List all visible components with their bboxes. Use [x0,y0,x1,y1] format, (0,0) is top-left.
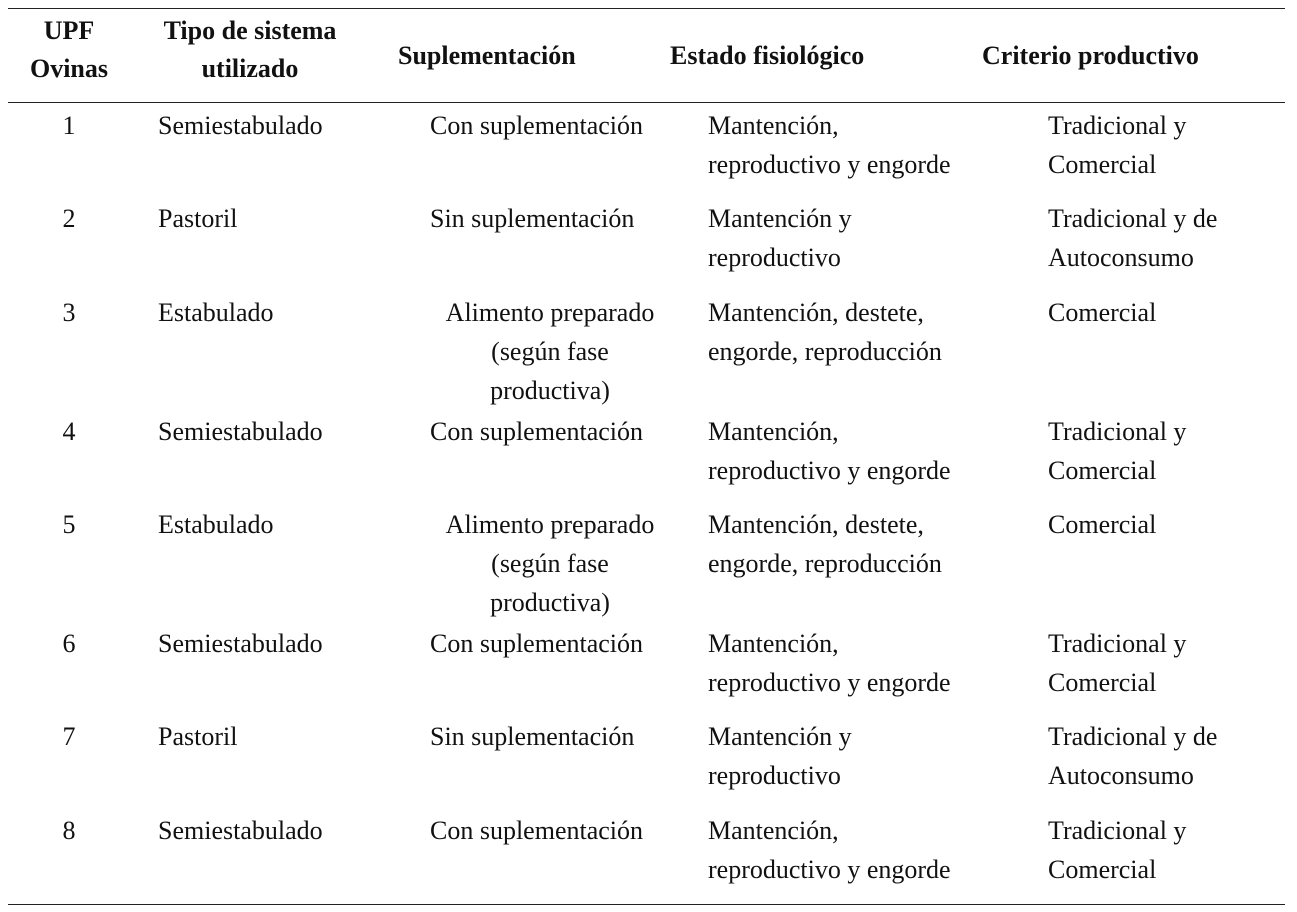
row-criterio-productivo [1048,624,1186,702]
estado-line: reproductivo y engorde [708,668,951,697]
row-number: 5 [62,510,76,539]
estado-line: Mantención, [708,111,839,140]
estado-line: engorde, reproducción [708,549,942,578]
criterio-line: Tradicional y [1048,629,1187,658]
header-criterio: Criterio productivo [982,41,1199,70]
criterio-line: Tradicional y [1048,417,1187,446]
row-estado-fisiologico [708,717,852,795]
criterio-line: Comercial [1048,150,1157,179]
header-tipo-line-1: Tipo de sistema [163,16,337,45]
row-suplementacion [430,199,634,238]
suplementacion-line: Con suplementación [430,816,644,845]
suplementacion-line: productiva) [490,588,610,617]
suplementacion-line: Con suplementación [430,111,644,140]
criterio-line: Comercial [1048,456,1157,485]
header-suplementacion: Suplementación [398,41,576,70]
row-criterio-productivo [1048,199,1217,277]
row-criterio-productivo [1048,412,1186,490]
header-tipo [140,12,360,88]
row-suplementacion [430,505,670,622]
estado-line: Mantención, [708,417,839,446]
row-tipo-sistema: Semiestabulado [158,816,323,845]
header-upf-line-2: Ovinas [29,54,109,83]
row-suplementacion [430,293,670,410]
row-estado-fisiologico [708,412,951,490]
criterio-line: Comercial [1048,298,1157,327]
estado-line: reproductivo y engorde [708,855,951,884]
row-estado-fisiologico [708,811,951,889]
header-upf [20,12,118,88]
criterio-line: Comercial [1048,510,1157,539]
row-suplementacion [430,624,643,663]
row-criterio-productivo [1048,505,1156,544]
criterio-line: Tradicional y de [1048,204,1218,233]
estado-line: Mantención, [708,816,839,845]
estado-line: Mantención, destete, [708,298,924,327]
criterio-line: Tradicional y de [1048,722,1218,751]
estado-line: Mantención, destete, [708,510,924,539]
row-suplementacion [430,717,634,756]
table-header-rule [8,102,1285,103]
suplementacion-line: productiva) [490,376,610,405]
estado-line: Mantención y [708,204,852,233]
row-estado-fisiologico [708,199,852,277]
row-number: 2 [62,204,76,233]
estado-line: reproductivo [708,761,841,790]
estado-line: reproductivo [708,243,841,272]
suplementacion-line: Alimento preparado [445,510,655,539]
row-number: 1 [62,111,76,140]
row-tipo-sistema: Semiestabulado [158,629,323,658]
suplementacion-line: (según fase [491,337,609,366]
estado-line: reproductivo y engorde [708,456,951,485]
row-estado-fisiologico [708,293,942,371]
row-number: 8 [62,816,76,845]
row-suplementacion [430,811,643,850]
row-suplementacion [430,412,643,451]
row-criterio-productivo [1048,811,1186,889]
header-tipo-line-2: utilizado [201,54,299,83]
suplementacion-line: Con suplementación [430,629,644,658]
row-criterio-productivo [1048,106,1186,184]
row-estado-fisiologico [708,505,942,583]
row-tipo-sistema: Pastoril [158,204,238,233]
criterio-line: Comercial [1048,668,1157,697]
table-bottom-rule [8,904,1285,905]
suplementacion-line: (según fase [491,549,609,578]
row-tipo-sistema: Semiestabulado [158,111,323,140]
criterio-line: Autoconsumo [1048,243,1194,272]
row-criterio-productivo [1048,293,1156,332]
row-tipo-sistema: Semiestabulado [158,417,323,446]
criterio-line: Tradicional y [1048,111,1187,140]
estado-line: Mantención y [708,722,852,751]
row-criterio-productivo [1048,717,1217,795]
row-estado-fisiologico [708,106,951,184]
row-number: 4 [62,417,76,446]
header-estado: Estado fisiológico [670,41,865,70]
table-top-rule [8,8,1285,9]
row-number: 3 [62,298,76,327]
row-suplementacion [430,106,643,145]
estado-line: engorde, reproducción [708,337,942,366]
row-tipo-sistema: Estabulado [158,298,274,327]
row-number: 6 [62,629,76,658]
row-tipo-sistema: Estabulado [158,510,274,539]
row-tipo-sistema: Pastoril [158,722,238,751]
suplementacion-line: Sin suplementación [430,722,635,751]
criterio-line: Comercial [1048,855,1157,884]
estado-line: Mantención, [708,629,839,658]
suplementacion-line: Con suplementación [430,417,644,446]
row-estado-fisiologico [708,624,951,702]
criterio-line: Autoconsumo [1048,761,1194,790]
row-number: 7 [62,722,76,751]
estado-line: reproductivo y engorde [708,150,951,179]
header-upf-line-1: UPF [43,16,95,45]
suplementacion-line: Sin suplementación [430,204,635,233]
suplementacion-line: Alimento preparado [445,298,655,327]
criterio-line: Tradicional y [1048,816,1187,845]
